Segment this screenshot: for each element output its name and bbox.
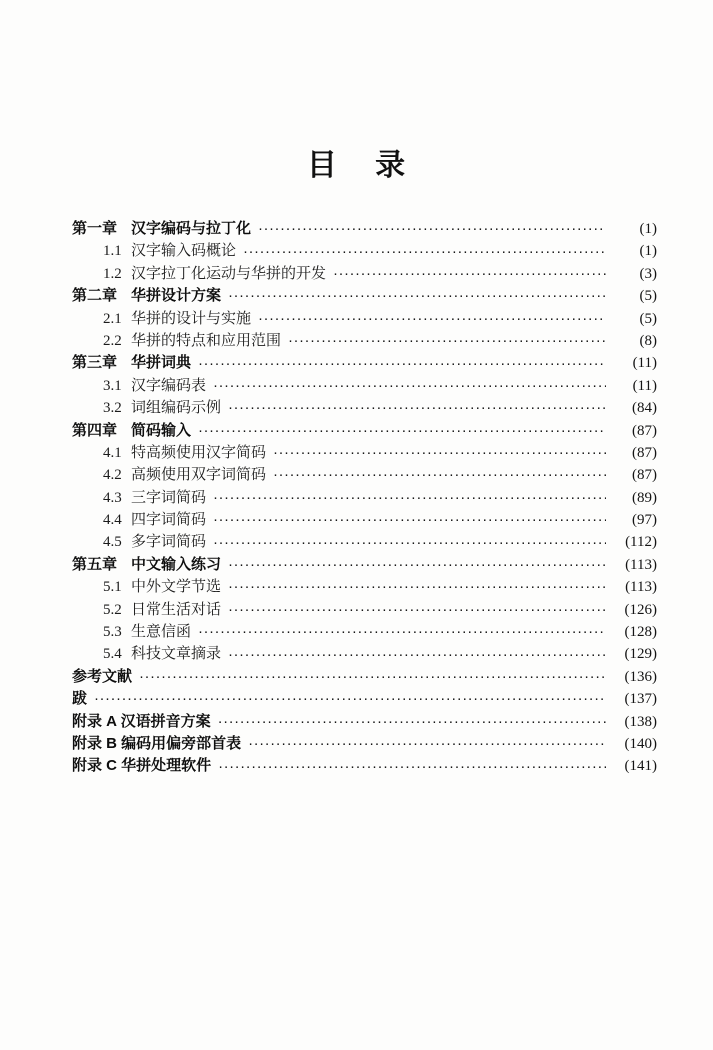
dot-leader [228, 560, 606, 570]
toc-entry [72, 240, 657, 262]
dot-leader [218, 717, 606, 727]
dot-leader [139, 672, 606, 682]
entry-page-number: (84) [632, 400, 657, 417]
entry-label: 5.1 [103, 579, 122, 596]
dot-leader [273, 470, 606, 480]
entry-title: 华拼的特点和应用范围 [131, 331, 282, 349]
entry-title: 高频使用双字词简码 [131, 466, 267, 484]
entry-label: 5.3 [103, 624, 122, 641]
entry-label: 2.2 [103, 332, 122, 349]
dot-leader [258, 224, 606, 234]
dot-leader [273, 448, 606, 458]
entry-page-number: (3) [639, 265, 657, 282]
entry-label: 3.1 [103, 377, 122, 394]
dot-leader [288, 336, 606, 346]
entry-page-number: (87) [632, 422, 657, 439]
entry-page-number: (128) [624, 624, 657, 641]
entry-page-number: (1) [639, 221, 657, 237]
entry-page-number: (5) [639, 310, 657, 327]
toc-entry [72, 442, 657, 464]
toc-entry [72, 666, 657, 688]
entry-page-number: (1) [639, 243, 657, 260]
toc-entry [72, 621, 657, 643]
entry-title: 华拼设计方案 [131, 287, 222, 305]
dot-leader [213, 538, 606, 548]
toc-entry [72, 285, 657, 307]
entry-title: 附录 B 编码用偏旁部首表 [72, 734, 242, 752]
entry-page-number: (113) [625, 556, 657, 573]
entry-page-number: (11) [632, 355, 657, 372]
entry-label: 4.5 [103, 534, 122, 551]
entry-title: 华拼的设计与实施 [131, 309, 252, 327]
entry-label: 1.1 [103, 243, 122, 260]
entry-title: 词组编码示例 [131, 399, 222, 417]
toc-entry [72, 554, 657, 576]
dot-leader [333, 269, 606, 279]
dot-leader [213, 515, 606, 525]
dot-leader [94, 694, 606, 704]
toc-entry [72, 218, 657, 240]
toc-entry [72, 352, 657, 374]
toc-entry [72, 509, 657, 531]
dot-leader [198, 359, 606, 369]
entry-label: 4.1 [103, 444, 122, 461]
dot-leader [218, 762, 606, 772]
entry-title: 附录 A 汉语拼音方案 [72, 712, 211, 730]
toc-entry [72, 420, 657, 442]
entry-title: 特高频使用汉字简码 [131, 443, 267, 461]
toc-entry [72, 464, 657, 486]
entry-title: 四字词简码 [131, 511, 207, 529]
entry-page-number: (126) [624, 601, 657, 618]
toc-entry [72, 397, 657, 419]
entry-title: 汉字编码与拉丁化 [131, 220, 252, 237]
dot-leader [228, 403, 606, 413]
entry-title: 跋 [72, 690, 88, 708]
entry-title: 简码输入 [131, 421, 192, 439]
toc-entry [72, 531, 657, 553]
entry-page-number: (140) [624, 735, 657, 752]
toc-entry [72, 643, 657, 665]
entry-title: 多字词简码 [131, 533, 207, 551]
entry-label: 第一章 [72, 220, 118, 237]
entry-title: 华拼词典 [131, 354, 192, 372]
entry-page-number: (5) [639, 288, 657, 305]
toc-entry [72, 576, 657, 598]
dot-leader [248, 739, 606, 749]
toc-entry [72, 263, 657, 285]
dot-leader [198, 627, 606, 637]
entry-page-number: (129) [624, 646, 657, 663]
entry-label: 1.2 [103, 265, 122, 282]
dot-leader [228, 582, 606, 592]
entry-label: 4.2 [103, 467, 122, 484]
page-title: 目 录 [306, 149, 407, 182]
entry-label: 4.4 [103, 512, 122, 529]
entry-title: 汉字输入码概论 [131, 242, 237, 260]
dot-leader [228, 605, 606, 615]
toc-entry [72, 755, 657, 777]
entry-page-number: (112) [625, 534, 657, 551]
entry-label: 2.1 [103, 310, 122, 327]
dot-leader [228, 291, 606, 301]
entry-label: 第二章 [72, 287, 118, 305]
entry-page-number: (8) [639, 332, 657, 349]
dot-leader [213, 493, 606, 503]
toc-entry [72, 711, 657, 733]
entry-title: 日常生活对话 [131, 600, 222, 618]
toc-list [72, 218, 657, 778]
toc-entry [72, 733, 657, 755]
entry-title: 生意信函 [131, 623, 192, 641]
entry-label: 第四章 [72, 421, 118, 439]
entry-title: 三字词简码 [131, 488, 207, 506]
dot-leader [228, 650, 606, 660]
entry-page-number: (141) [624, 758, 657, 775]
entry-title: 科技文章摘录 [131, 645, 222, 663]
entry-label: 4.3 [103, 489, 122, 506]
toc-entry [72, 688, 657, 710]
entry-page-number: (113) [625, 579, 657, 596]
entry-page-number: (138) [624, 713, 657, 730]
entry-label: 第三章 [72, 354, 118, 372]
dot-leader [258, 314, 606, 324]
entry-label: 5.2 [103, 601, 122, 618]
toc-entry [72, 487, 657, 509]
toc-entry [72, 375, 657, 397]
toc-entry [72, 308, 657, 330]
entry-title: 中文输入练习 [131, 555, 222, 573]
entry-title: 汉字拉丁化运动与华拼的开发 [131, 264, 327, 282]
entry-label: 3.2 [103, 400, 122, 417]
toc-entry [72, 599, 657, 621]
entry-title: 附录 C 华拼处理软件 [72, 757, 212, 775]
entry-page-number: (87) [632, 444, 657, 461]
entry-title: 中外文学节选 [131, 578, 222, 596]
entry-label: 第五章 [72, 555, 118, 573]
entry-page-number: (11) [632, 377, 657, 394]
dot-leader [213, 381, 606, 391]
dot-leader [198, 426, 606, 436]
entry-page-number: (137) [624, 691, 657, 708]
entry-page-number: (87) [632, 467, 657, 484]
entry-title: 参考文献 [72, 667, 133, 685]
entry-page-number: (89) [632, 489, 657, 506]
entry-title: 汉字编码表 [131, 376, 207, 394]
entry-page-number: (97) [632, 512, 657, 529]
entry-label: 5.4 [103, 646, 122, 663]
entry-page-number: (136) [624, 668, 657, 685]
dot-leader [243, 247, 606, 257]
toc-entry [72, 330, 657, 352]
